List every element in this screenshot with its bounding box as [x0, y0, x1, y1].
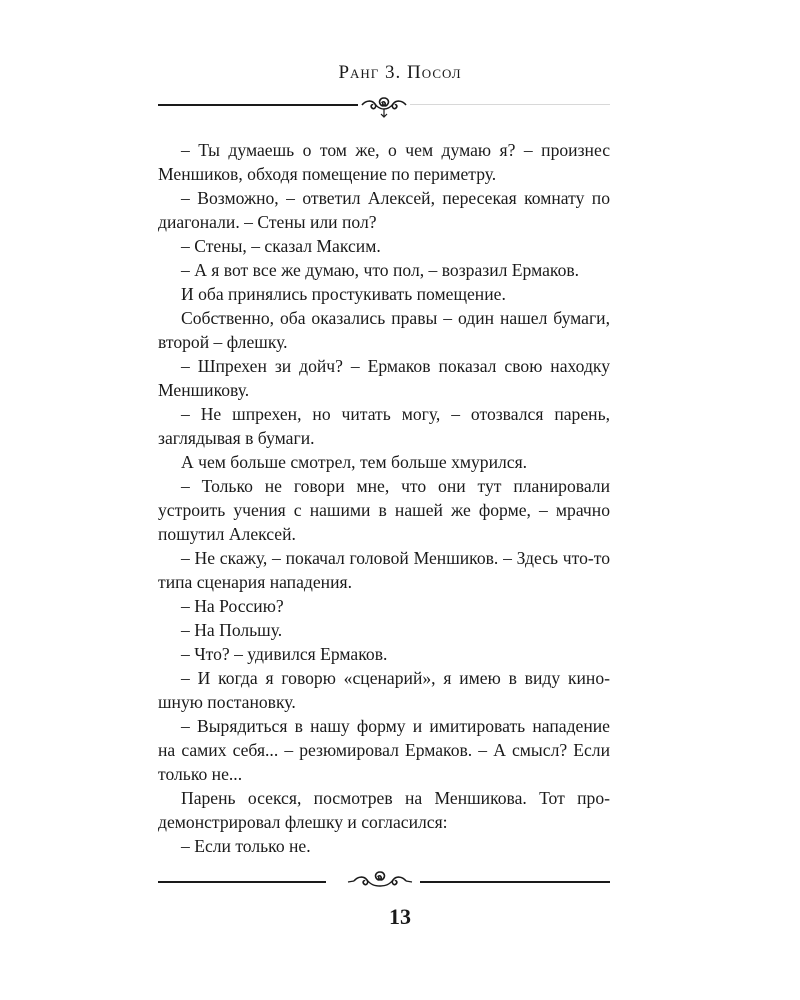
- running-header: Ранг 3. Посол: [338, 62, 462, 83]
- paragraph: – Что? – удивился Ермаков.: [181, 644, 388, 664]
- paragraph: – Шпрехен зи дойч? – Ермаков показал свою находку Меншикову.: [158, 356, 610, 400]
- body-text: [158, 138, 610, 858]
- paragraph: – Ты думаешь о том же, о чем думаю я? – произнес Меншиков, обходя помещение по периметру.: [158, 140, 610, 184]
- paragraph: – И когда я говорю «сценарий», я имею в виду киношную постановку.: [158, 668, 610, 712]
- paragraph: – А я вот все же думаю, что пол, – возразил Ермаков.: [181, 260, 580, 280]
- paragraph: – Только не говори мне, что они тут планировали устроить учения с нашими в нашей же форме, – мрачно пошутил Алексей.: [158, 476, 610, 544]
- paragraph: – На Россию?: [181, 596, 284, 616]
- paragraph: – Не скажу, – покачал головой Меншиков. – Здесь что-то типа сценария нападения.: [158, 548, 610, 592]
- paragraph: – Если только не.: [181, 836, 311, 856]
- footer-rule-right: [420, 881, 610, 883]
- paragraph: – Не шпрехен, но читать могу, – отозвался парень, заглядывая в бумаги.: [158, 404, 610, 448]
- paragraph: И оба принялись простукивать помещение.: [181, 284, 506, 304]
- footer-ornament-icon: [346, 868, 414, 894]
- page-number: 13: [389, 904, 411, 929]
- header-ornament-icon: [358, 92, 410, 120]
- paragraph: А чем больше смотрел, тем больше хмурился.: [181, 452, 528, 472]
- paragraph: Парень осекся, посмотрев на Меншикова. Тот продемонстрировал флешку и согласился:: [158, 788, 610, 832]
- header-rule-left: [158, 104, 358, 106]
- paragraph: Собственно, оба оказались правы – один нашел бумаги, второй – флешку.: [158, 308, 610, 352]
- header-rule-right: [410, 104, 610, 105]
- paragraph: – Вырядиться в нашу форму и имитировать нападение на самих себя... – резюмировал Ермаков. – А смысл? Если только не...: [158, 716, 610, 784]
- paragraph: – Стены, – сказал Максим.: [181, 236, 381, 256]
- footer-rule-left: [158, 881, 326, 883]
- paragraph: – На Польшу.: [181, 620, 283, 640]
- paragraph: – Возможно, – ответил Алексей, пересекая комнату по диагонали. – Стены или пол?: [158, 188, 610, 232]
